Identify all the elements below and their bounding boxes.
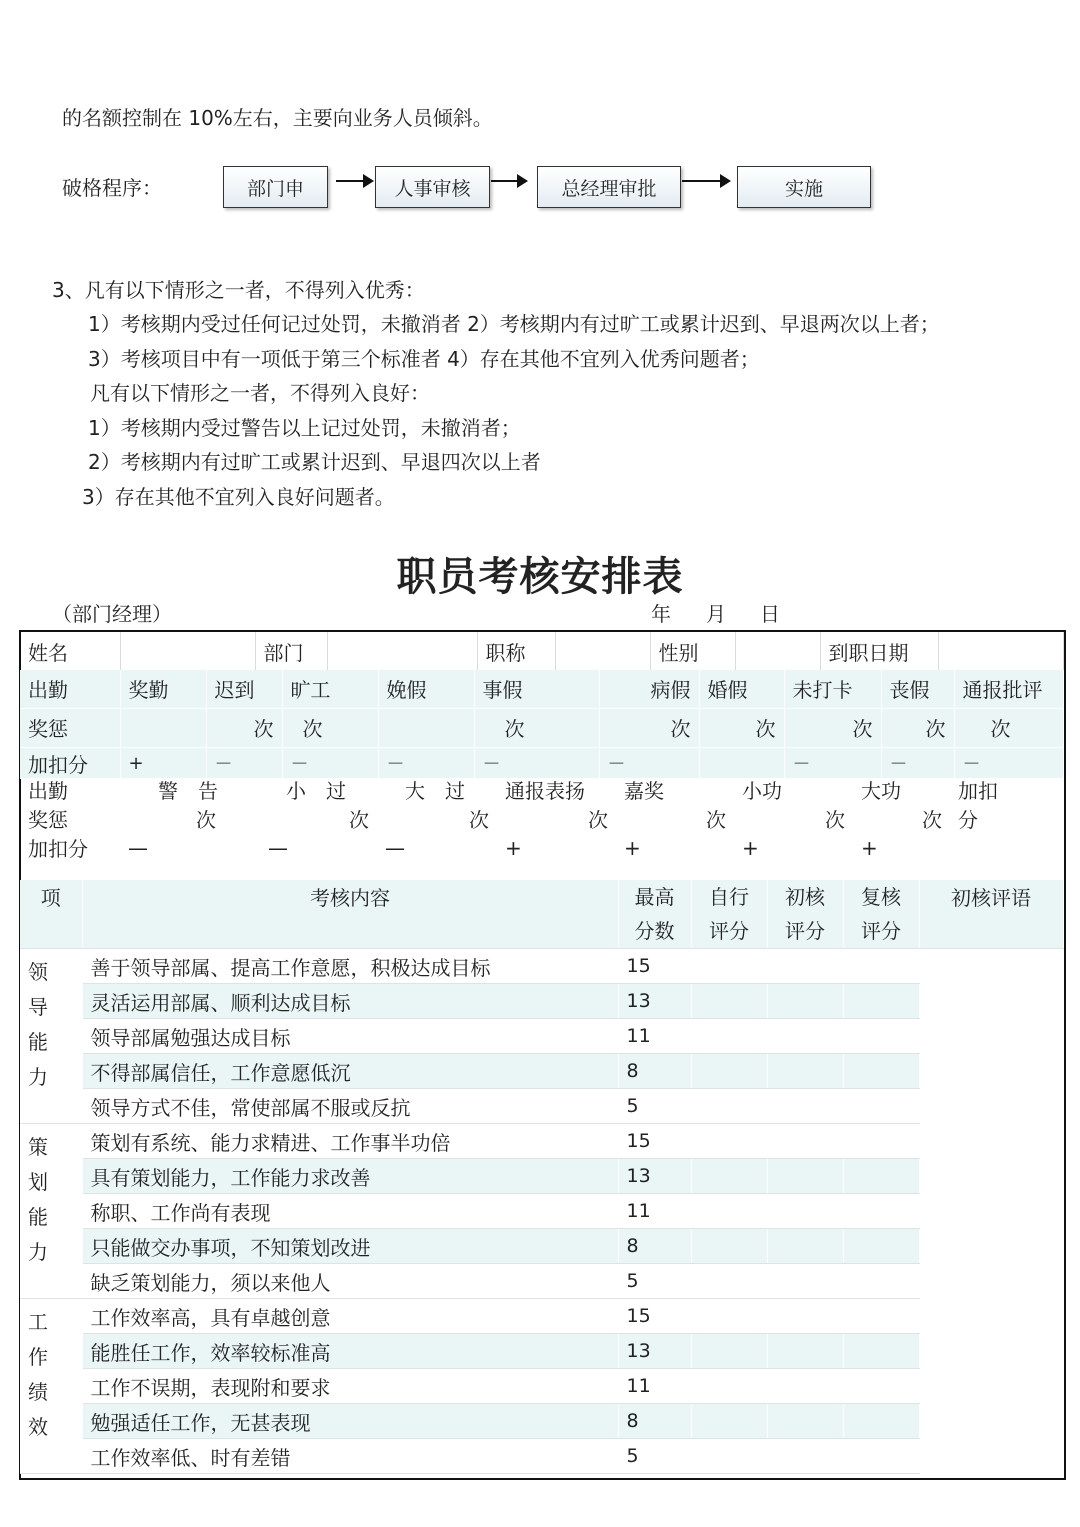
- self-score-cell[interactable]: [691, 1194, 767, 1229]
- attendance-item: 丧假: [881, 670, 954, 709]
- attendance-unit: 次: [282, 709, 378, 748]
- category-char: 能: [28, 1030, 48, 1054]
- attendance-unit: 次: [922, 808, 942, 832]
- attendance-unit: 次: [196, 808, 216, 832]
- header-content: 考核内容: [82, 880, 618, 949]
- flow-step-label: 部门申: [246, 177, 304, 200]
- self-score-cell[interactable]: [691, 1264, 767, 1299]
- header-text: 评分: [709, 919, 749, 943]
- subtitle-year: 年: [651, 602, 671, 626]
- second-score-cell[interactable]: [843, 1054, 919, 1089]
- page-title: 职员考核安排表: [396, 553, 684, 600]
- first-score-cell[interactable]: [767, 1369, 843, 1404]
- attendance-unit: 次: [469, 808, 489, 832]
- comment-cell[interactable]: [919, 949, 1063, 984]
- attendance-unit: 次: [825, 808, 845, 832]
- self-score-cell[interactable]: [691, 949, 767, 984]
- criteria-text: 工作效率高，具有卓越创意: [82, 1299, 618, 1334]
- first-score-cell[interactable]: [767, 1019, 843, 1054]
- rule-line: 凡有以下情形之一者，不得列入良好：: [90, 381, 430, 405]
- max-score: 13: [618, 984, 691, 1019]
- attendance-sign: －: [206, 748, 282, 779]
- attendance-sign: －: [784, 748, 881, 779]
- category-label: [20, 1299, 82, 1474]
- max-score: 5: [618, 1089, 691, 1124]
- max-score: 15: [618, 1299, 691, 1334]
- table-row: [20, 1229, 1063, 1264]
- score-adjust-label: 加扣分: [28, 837, 88, 861]
- attendance-sign: －: [378, 748, 474, 779]
- rule-line: 2）考核期内有过旷工或累计迟到、早退四次以上者: [88, 450, 541, 474]
- comment-cell[interactable]: [919, 1334, 1063, 1369]
- criteria-text: 称职、工作尚有表现: [82, 1194, 618, 1229]
- subtitle-dept-manager: （部门经理）: [52, 602, 172, 626]
- criteria-text: 具有策划能力，工作能力求改善: [82, 1159, 618, 1194]
- category-char: 策: [28, 1135, 48, 1159]
- category-char: 能: [28, 1205, 48, 1229]
- first-score-cell[interactable]: [767, 1299, 843, 1334]
- arrow-icon: [336, 180, 372, 182]
- attendance-unit: 次: [474, 709, 599, 748]
- second-score-cell[interactable]: [843, 1159, 919, 1194]
- first-score-cell[interactable]: [767, 949, 843, 984]
- attendance-sign: +: [120, 748, 206, 779]
- criteria-text: 能胜任工作，效率较标准高: [82, 1334, 618, 1369]
- attendance-table-2: [20, 775, 1063, 862]
- header-text: 复核: [861, 885, 901, 909]
- criteria-text: 灵活运用部属、顺利达成目标: [82, 984, 618, 1019]
- criteria-text: 领导部属勉强达成目标: [82, 1019, 618, 1054]
- second-score-cell[interactable]: [843, 1334, 919, 1369]
- attendance-label: 出勤: [20, 670, 120, 709]
- arrow-icon: [491, 180, 526, 182]
- attendance-unit: 次: [784, 709, 881, 748]
- attendance-extra: 分: [958, 808, 978, 832]
- criteria-text: 只能做交办事项，不知策划改进: [82, 1229, 618, 1264]
- comment-cell[interactable]: [919, 1159, 1063, 1194]
- gender-label: 性别: [650, 632, 735, 670]
- criteria-text: 不得部属信任，工作意愿低沉: [82, 1054, 618, 1089]
- attendance-unit: [378, 709, 474, 748]
- flow-step-gm: [537, 166, 681, 208]
- max-score: 11: [618, 1019, 691, 1054]
- rule-line: 1）考核期内受过警告以上记过处罚，未撤消者；: [88, 416, 521, 440]
- self-score-cell[interactable]: [691, 984, 767, 1019]
- attendance-sign: －: [474, 748, 599, 779]
- first-score-cell[interactable]: [767, 1089, 843, 1124]
- attendance-label: 奖惩: [28, 808, 68, 832]
- attendance-unit: [120, 709, 206, 748]
- table-row: [20, 1439, 1063, 1474]
- max-score: 15: [618, 949, 691, 984]
- category-char: 绩: [28, 1380, 48, 1404]
- dept-label: 部门: [255, 632, 327, 670]
- first-score-cell[interactable]: [767, 1404, 843, 1439]
- attendance-empty: [950, 833, 1016, 862]
- attendance-sign: +: [624, 835, 641, 860]
- self-score-cell[interactable]: [691, 1019, 767, 1054]
- self-score-cell[interactable]: [691, 1054, 767, 1089]
- arrow-icon: [682, 180, 729, 182]
- second-score-cell[interactable]: [843, 1229, 919, 1264]
- table-row: [20, 1404, 1063, 1439]
- table-row: [20, 1089, 1063, 1124]
- attendance-item: 旷工: [282, 670, 378, 709]
- subtitle-month: 月: [706, 602, 726, 626]
- attendance-empty: [1016, 775, 1063, 804]
- flow-step-label: 人事审核: [394, 177, 471, 200]
- attendance-item: 奖勤: [120, 670, 206, 709]
- attendance-item: 娩假: [378, 670, 474, 709]
- attendance-item: 病假: [599, 670, 699, 709]
- name-label: 姓名: [20, 632, 120, 670]
- comment-cell[interactable]: [919, 1264, 1063, 1299]
- attendance-item: 小 过: [286, 779, 346, 803]
- comment-cell[interactable]: [919, 1299, 1063, 1334]
- category-char: 力: [28, 1065, 48, 1089]
- self-score-cell[interactable]: [691, 1439, 767, 1474]
- header-text: 最高: [634, 885, 675, 909]
- header-text: 评分: [861, 919, 901, 943]
- second-score-cell[interactable]: [843, 1439, 919, 1474]
- attendance-item: 事假: [474, 670, 599, 709]
- max-score: 15: [618, 1124, 691, 1159]
- flow-label: 破格程序：: [62, 176, 162, 200]
- join-date-field[interactable]: [938, 632, 1063, 670]
- max-score: 13: [618, 1159, 691, 1194]
- flow-step-hr: [375, 166, 490, 208]
- second-score-cell[interactable]: [843, 1124, 919, 1159]
- self-score-cell[interactable]: [691, 1369, 767, 1404]
- subtitle-day: 日: [760, 602, 780, 626]
- attendance-item: 婚假: [699, 670, 784, 709]
- criteria-text: 善于领导部属、提高工作意愿，积极达成目标: [82, 949, 618, 984]
- self-score-cell[interactable]: [691, 1299, 767, 1334]
- second-score-cell[interactable]: [843, 1299, 919, 1334]
- attendance-unit: 次: [881, 709, 954, 748]
- info-row: [20, 632, 1064, 670]
- table-row: [20, 949, 1063, 984]
- rule-line: 3、凡有以下情形之一者，不得列入优秀：: [52, 278, 425, 302]
- attendance-sign: —: [385, 835, 405, 860]
- category-label: [20, 1124, 82, 1299]
- criteria-text: 领导方式不佳，常使部属不服或反抗: [82, 1089, 618, 1124]
- table-row: [20, 1054, 1063, 1089]
- second-score-cell[interactable]: [843, 1369, 919, 1404]
- attendance-sign: －: [599, 748, 699, 779]
- self-score-cell[interactable]: [691, 1334, 767, 1369]
- attendance-item: 通报表扬: [505, 779, 585, 803]
- comment-cell[interactable]: [919, 1229, 1063, 1264]
- table-row: [20, 1369, 1063, 1404]
- score-adjust-label: 加扣分: [20, 748, 120, 779]
- attendance-unit: 次: [206, 709, 282, 748]
- max-score: 5: [618, 1439, 691, 1474]
- first-score-cell[interactable]: [767, 1054, 843, 1089]
- category-char: 工: [28, 1310, 48, 1334]
- attendance-item: 嘉奖: [624, 779, 664, 803]
- comment-cell[interactable]: [919, 984, 1063, 1019]
- rule-line: 1）考核期内受过任何记过处罚，未撤消者 2）考核期内有过旷工或累计迟到、早退两次以上者；: [88, 312, 940, 336]
- comment-cell[interactable]: [919, 1019, 1063, 1054]
- evaluation-table: [20, 880, 1064, 1474]
- attendance-unit: 次: [349, 808, 369, 832]
- attendance-unit: 次: [706, 808, 726, 832]
- attendance-unit: 次: [954, 709, 1063, 748]
- attendance-unit: 次: [599, 709, 699, 748]
- attendance-sign: －: [282, 748, 378, 779]
- flow-step-implement: [737, 166, 871, 208]
- table-row: [20, 1264, 1063, 1299]
- category-label: [20, 949, 82, 1124]
- criteria-text: 策划有系统、能力求精进、工作事半功倍: [82, 1124, 618, 1159]
- self-score-cell[interactable]: [691, 1404, 767, 1439]
- attendance-empty: [1016, 804, 1063, 833]
- comment-cell[interactable]: [919, 1194, 1063, 1229]
- attendance-sign: [699, 748, 784, 779]
- attendance-item: 小功: [742, 779, 782, 803]
- attendance-item: 通报批评: [954, 670, 1063, 709]
- flow-step-label: 总经理审批: [561, 177, 657, 200]
- first-score-cell[interactable]: [767, 1264, 843, 1299]
- second-score-cell[interactable]: [843, 949, 919, 984]
- name-field[interactable]: [120, 632, 255, 670]
- rule-line: 3）存在其他不宜列入良好问题者。: [82, 485, 395, 509]
- header-self-score: [691, 880, 767, 949]
- max-score: 8: [618, 1229, 691, 1264]
- table-row: [20, 1124, 1063, 1159]
- attendance-sign: －: [881, 748, 954, 779]
- second-score-cell[interactable]: [843, 1019, 919, 1054]
- first-score-cell[interactable]: [767, 1229, 843, 1264]
- criteria-text: 勉强适任工作，无甚表现: [82, 1404, 618, 1439]
- comment-cell[interactable]: [919, 1404, 1063, 1439]
- rule-line: 3）考核项目中有一项低于第三个标准者 4）存在其他不宜列入优秀问题者；: [88, 347, 760, 371]
- comment-cell[interactable]: [919, 1369, 1063, 1404]
- max-score: 8: [618, 1404, 691, 1439]
- attendance-label: 奖惩: [20, 709, 120, 748]
- attendance-unit: 次: [699, 709, 784, 748]
- attendance-item: 大功: [861, 779, 901, 803]
- second-score-cell[interactable]: [843, 984, 919, 1019]
- table-row: [20, 1194, 1063, 1229]
- flow-step-label: 实施: [784, 177, 823, 200]
- header-item: 项: [20, 880, 82, 949]
- category-char: 导: [28, 995, 48, 1019]
- attendance-item: 迟到: [206, 670, 282, 709]
- header-text: 初核: [785, 885, 825, 909]
- attendance-sign: —: [128, 835, 148, 860]
- criteria-text: 工作效率低、时有差错: [82, 1439, 618, 1474]
- self-score-cell[interactable]: [691, 1089, 767, 1124]
- attendance-sign: －: [954, 748, 1063, 779]
- self-score-cell[interactable]: [691, 1124, 767, 1159]
- attendance-empty: [1016, 833, 1063, 862]
- first-score-cell[interactable]: [767, 1194, 843, 1229]
- flow-step-dept: [223, 166, 328, 208]
- comment-cell[interactable]: [919, 1089, 1063, 1124]
- table-row: [20, 984, 1063, 1019]
- max-score: 13: [618, 1334, 691, 1369]
- first-score-cell[interactable]: [767, 1334, 843, 1369]
- second-score-cell[interactable]: [843, 1264, 919, 1299]
- attendance-sign: +: [861, 835, 878, 860]
- header-first-score: [767, 880, 843, 949]
- second-score-cell[interactable]: [843, 1404, 919, 1439]
- self-score-cell[interactable]: [691, 1159, 767, 1194]
- attendance-sign: +: [505, 835, 522, 860]
- attendance-item: 未打卡: [784, 670, 881, 709]
- first-score-cell[interactable]: [767, 1124, 843, 1159]
- intro-line: 的名额控制在 10%左右，主要向业务人员倾斜。: [62, 106, 493, 130]
- attendance-extra: 加扣: [958, 779, 998, 803]
- category-char: 划: [28, 1170, 48, 1194]
- header-max-score: [618, 880, 691, 949]
- attendance-item: 大 过: [405, 779, 465, 803]
- second-score-cell[interactable]: [843, 1194, 919, 1229]
- join-date-label: 到职日期: [820, 632, 938, 670]
- max-score: 11: [618, 1369, 691, 1404]
- position-field[interactable]: [555, 632, 650, 670]
- header-text: 评分: [785, 919, 825, 943]
- comment-cell[interactable]: [919, 1439, 1063, 1474]
- header-comment: 初核评语: [919, 880, 1063, 949]
- gender-field[interactable]: [735, 632, 820, 670]
- attendance-sign: +: [742, 835, 759, 860]
- category-char: 效: [28, 1415, 48, 1439]
- table-row: [20, 1334, 1063, 1369]
- category-char: 领: [28, 960, 48, 984]
- criteria-text: 缺乏策划能力，须以来他人: [82, 1264, 618, 1299]
- attendance-label: 出勤: [28, 779, 68, 803]
- attendance-unit: 次: [588, 808, 608, 832]
- category-char: 作: [28, 1345, 48, 1369]
- header-text: 分数: [634, 919, 675, 943]
- attendance-item: 警 告: [158, 779, 218, 803]
- max-score: 8: [618, 1054, 691, 1089]
- comment-cell[interactable]: [919, 1054, 1063, 1089]
- dept-field[interactable]: [327, 632, 477, 670]
- self-score-cell[interactable]: [691, 1229, 767, 1264]
- table-row: [20, 1159, 1063, 1194]
- max-score: 5: [618, 1264, 691, 1299]
- position-label: 职称: [477, 632, 555, 670]
- attendance-table-1: [20, 670, 1064, 779]
- max-score: 11: [618, 1194, 691, 1229]
- first-score-cell[interactable]: [767, 984, 843, 1019]
- header-text: 自行: [709, 885, 749, 909]
- table-row: [20, 1019, 1063, 1054]
- first-score-cell[interactable]: [767, 1159, 843, 1194]
- attendance-sign: —: [268, 835, 288, 860]
- table-row: [20, 1299, 1063, 1334]
- category-char: 力: [28, 1240, 48, 1264]
- criteria-text: 工作不误期，表现附和要求: [82, 1369, 618, 1404]
- header-second-score: [843, 880, 919, 949]
- second-score-cell[interactable]: [843, 1089, 919, 1124]
- comment-cell[interactable]: [919, 1124, 1063, 1159]
- first-score-cell[interactable]: [767, 1439, 843, 1474]
